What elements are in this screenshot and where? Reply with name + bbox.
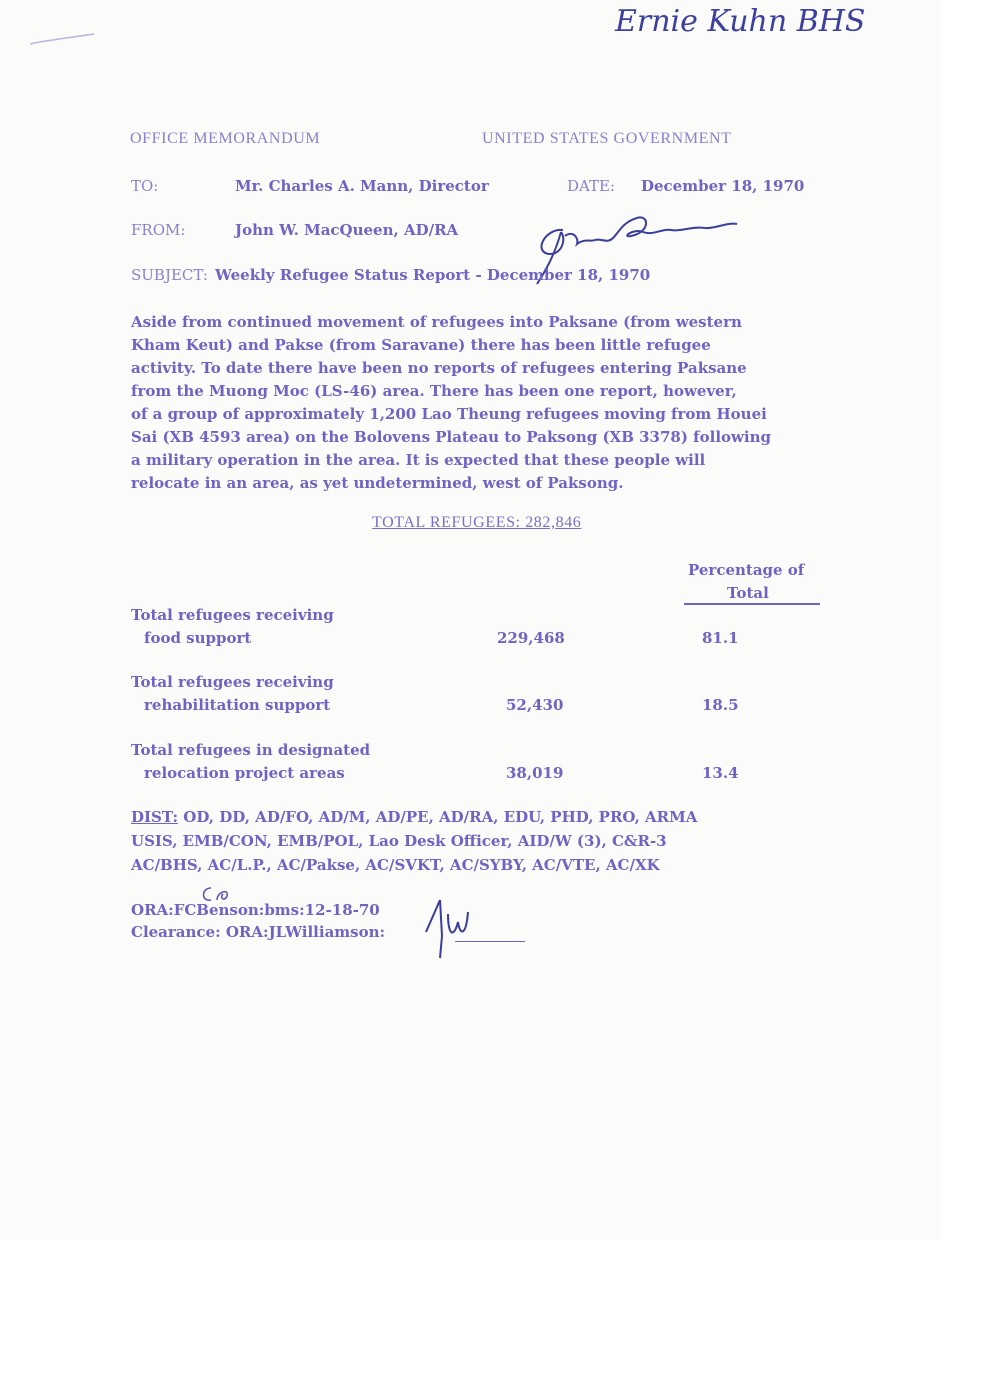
from-value: John W. MacQueen, AD/RA [235,221,459,239]
dist-block [131,808,697,826]
body-line: Kham Keut) and Pakse (from Saravane) there has been little refugee [131,336,711,354]
row-label: food support [144,629,252,647]
subject-value: Weekly Refugee Status Report - December 18, 1970 [215,266,651,284]
stray-mark-icon [28,28,98,50]
body-line: of a group of approximately 1,200 Lao Theung refugees moving from Houei [131,405,767,423]
body-line: from the Muong Moc (LS-46) area. There has been one report, however, [131,382,737,400]
row-count: 229,468 [497,629,565,647]
subject-label: SUBJECT: [131,266,208,284]
body-line: relocate in an area, as yet undetermined, west of Paksong. [131,474,624,492]
row-percent: 18.5 [702,696,739,714]
from-label: FROM: [131,221,186,239]
clearance-line: Clearance: ORA:JLWilliamson: [131,923,386,941]
header-underline [684,603,820,605]
ora-line: ORA:FCBenson:bms:12-18-70 [131,901,380,919]
body-line: activity. To date there have been no reports of refugees entering Paksane [131,359,747,377]
dist-line: AC/BHS, AC/L.P., AC/Pakse, AC/SVKT, AC/SYBY, AC/VTE, AC/XK [131,856,660,874]
total-refugees-heading: TOTAL REFUGEES: 282,846 [372,514,582,531]
row-percent: 13.4 [702,764,739,782]
dist-label: DIST: [131,808,179,826]
row-count: 38,019 [506,764,564,782]
row-label: relocation project areas [144,764,345,782]
body-line: a military operation in the area. It is expected that these people will [131,451,706,469]
dist-line: USIS, EMB/CON, EMB/POL, Lao Desk Officer, AID/W (3), C&R-3 [131,832,667,850]
row-label: Total refugees receiving [131,673,334,691]
row-label: rehabilitation support [144,696,331,714]
clearance-signature-icon [418,892,478,962]
to-value: Mr. Charles A. Mann, Director [235,177,489,195]
handwritten-note: Ernie Kuhn BHS [615,4,866,39]
to-label: TO: [131,177,159,195]
row-count: 52,430 [506,696,564,714]
initials-mark-icon [195,884,235,906]
percentage-header-total: Total [727,584,769,602]
dist-line: OD, DD, AD/FO, AD/M, AD/PE, AD/RA, EDU, PHD, PRO, ARMA [183,808,698,826]
row-label: Total refugees in designated [131,741,371,759]
body-line: Aside from continued movement of refugees into Paksane (from western [131,313,742,331]
body-paragraph [131,311,891,495]
row-percent: 81.1 [702,629,739,647]
date-label: DATE: [567,177,616,195]
percentage-header: Percentage of [688,561,805,579]
memo-type-heading: OFFICE MEMORANDUM [130,130,321,147]
date-value: December 18, 1970 [641,177,805,195]
row-label: Total refugees receiving [131,606,334,624]
government-heading: UNITED STATES GOVERNMENT [482,130,732,147]
body-line: Sai (XB 4593 area) on the Bolovens Plateau to Paksong (XB 3378) following [131,428,772,446]
